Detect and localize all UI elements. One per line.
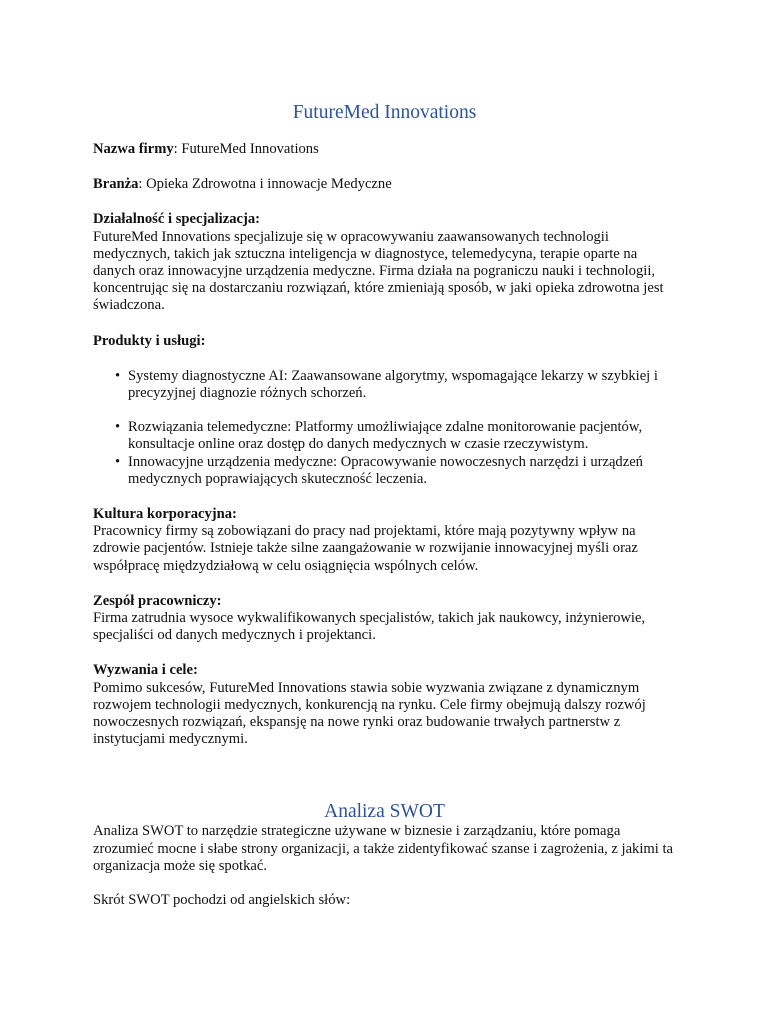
list-item-text: Innowacyjne urządzenia medyczne: Opracowywanie nowoczesnych narzędzi i urządzeń medycznych poprawiających skuteczność leczenia.: [128, 453, 643, 487]
challenges-heading: Wyzwania i cele:: [93, 662, 198, 679]
industry-field: [93, 176, 676, 193]
bullet-icon: •: [115, 419, 121, 436]
company-name-value: : FutureMed Innovations: [173, 141, 319, 157]
document-title: FutureMed Innovations: [292, 102, 477, 123]
challenges-text: Pomimo sukcesów, FutureMed Innovations stawia sobie wyzwania związane z dynamicznym rozwojem technologii medycznych, konkurencją na rynku. Cele firmy obejmują dalszy rozwój nowoczesnych rozwiązań, ekspansję na nowe rynki oraz budowanie trwałych partnerstw z instytucjami medycznymi.: [93, 679, 646, 748]
swot-intro: Analiza SWOT to narzędzie strategiczne używane w biznesie i zarządzaniu, które pomaga zrozumieć mocne i słabe strony organizacji, a także zidentyfikować szanse i zagrożenia, z jakimi ta organizacja może się spotkać.: [93, 823, 673, 874]
culture-heading: Kultura korporacyjna:: [93, 506, 237, 523]
list-item: [115, 419, 676, 453]
activity-section: [93, 211, 676, 314]
team-section: [93, 593, 676, 645]
activity-heading: Działalność i specjalizacja:: [93, 211, 260, 228]
list-item: [115, 454, 676, 488]
list-item-text: Systemy diagnostyczne AI: Zaawansowane algorytmy, wspomagające lekarzy w szybkiej i precyzyjnej diagnozie różnych schorzeń.: [128, 367, 658, 402]
activity-text: FutureMed Innovations specjalizuje się w opracowywaniu zaawansowanych technologii medycznych, takich jak sztuczna inteligencja w diagnostyce, telemedycyna, terapie oparte na danych oraz innowacyjne urządzenia medyczne. Firma działa na pograniczu nauki i technologii, koncentrując się na dostarczaniu rozwiązań, które zmieniają sposób, w jaki opieka zdrowotna jest świadczona.: [93, 228, 664, 314]
team-text: Firma zatrudnia wysoce wykwalifikowanych specjalistów, takich jak naukowcy, inżynierowie, specjaliści od danych medycznych i projektanci.: [93, 610, 646, 644]
products-list: [93, 368, 676, 488]
culture-text: Pracownicy firmy są zobowiązani do pracy nad projektami, które mają pozytywny wpływ na zdrowie pacjentów. Istnieje także silne zaangażowanie w rozwijanie innowacyjnej myśli oraz współpracę międzydziałową w celu osiągnięcia wspólnych celów.: [93, 523, 638, 574]
swot-origin: Skrót SWOT pochodzi od angielskich słów:: [93, 892, 351, 909]
list-item-text: Rozwiązania telemedyczne: Platformy umożliwiające zdalne monitorowanie pacjentów, konsultacje online oraz dostęp do danych medycznych w czasie rzeczywistym.: [128, 419, 643, 453]
bullet-icon: •: [115, 453, 121, 470]
team-heading: Zespół pracowniczy:: [93, 592, 222, 609]
company-name-field: [93, 141, 676, 158]
list-item: [115, 368, 676, 402]
industry-value: : Opieka Zdrowotna i innowacje Medyczne: [138, 176, 392, 193]
swot-title: Analiza SWOT: [324, 801, 445, 823]
culture-section: [93, 506, 676, 575]
challenges-section: [93, 662, 676, 748]
products-heading: Produkty i usługi:: [93, 332, 206, 349]
bullet-icon: •: [115, 367, 121, 384]
industry-label: Branża: [93, 176, 139, 193]
company-name-label: Nazwa firmy: [93, 141, 174, 157]
products-section: [93, 333, 676, 488]
